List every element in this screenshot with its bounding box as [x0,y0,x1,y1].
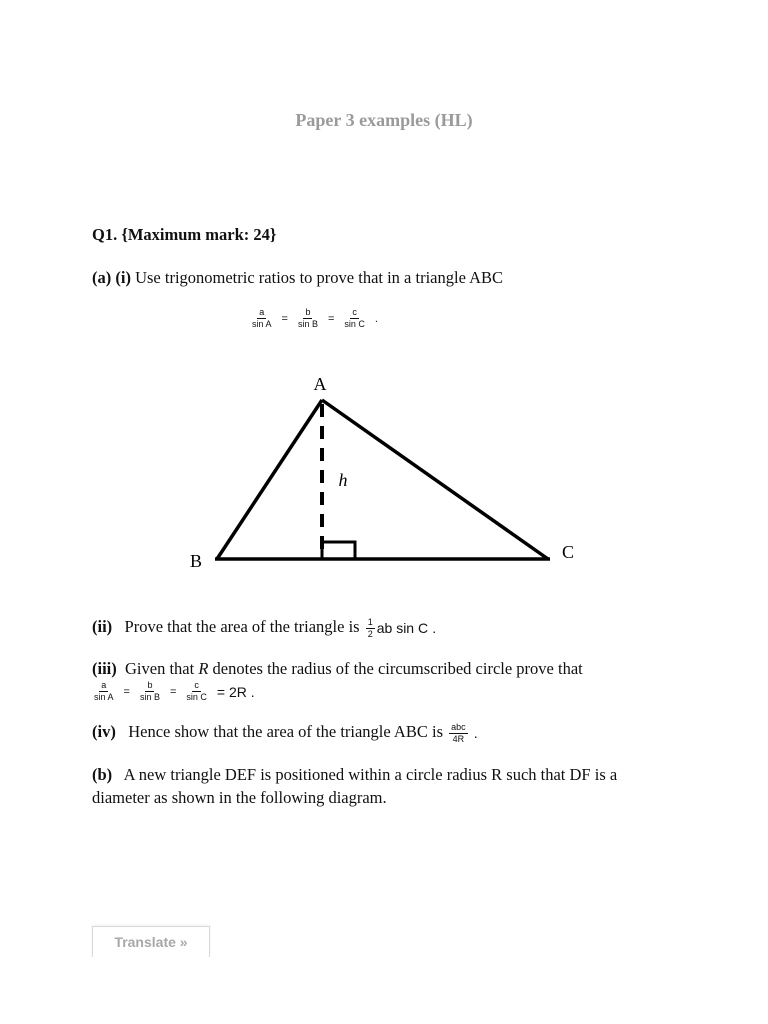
fraction-denominator: 4R [452,733,465,744]
part-a-iv-text: Hence show that the area of the triangle ABC is [128,722,443,741]
right-angle-marker [322,542,355,559]
fraction-numerator: a [101,680,107,690]
equals-sign: = [169,685,177,698]
fraction-denominator: 2 [367,628,373,639]
fraction-denominator: sin B [139,692,160,702]
vertex-label-a: A [313,374,327,394]
part-b-line-2: diameter as shown in the following diagram. [92,788,387,807]
page-title: Paper 3 examples (HL) [295,110,473,130]
period: . [374,312,378,325]
part-a-iii-text-pre: Given that [125,659,195,678]
fraction-numerator: b [305,307,311,317]
part-a-ii-text: Prove that the area of the triangle is [124,617,360,636]
part-a-ii [92,617,436,639]
part-a-i-label: (a) (i) [92,268,131,287]
part-b-label: (b) [92,765,113,784]
part-b-text-1: A new triangle DEF is positioned within a circle radius R such that DF is a [123,765,618,784]
side-ac [322,400,548,559]
part-a-ii-label: (ii) [92,617,113,636]
part-a-i [92,268,503,288]
fraction-denominator: sin C [186,692,207,702]
period: . [473,725,478,742]
fraction-denominator: sin B [297,319,318,329]
part-b-line-1 [92,765,617,785]
equals-sign: = [281,312,288,325]
triangle-diagram [0,360,768,580]
part-a-i-text: Use trigonometric ratios to prove that in a triangle ABC [135,268,504,287]
formula-tail: = 2R . [216,683,255,700]
fraction-numerator: c [352,307,357,317]
fraction-denominator: sin C [344,319,365,329]
part-a-iv [92,722,478,744]
vertex-label-b: B [189,551,203,571]
period: . [432,620,437,637]
fraction-denominator: sin A [252,319,272,329]
part-a-iii [92,659,583,679]
fraction-denominator: sin A [94,692,114,702]
fraction-numerator: b [147,680,153,690]
fraction-numerator: abc [451,721,466,732]
side-ab [217,400,322,559]
part-a-iii-text-post: denotes the radius of the circumscribed circle prove that [212,659,583,678]
fraction-numerator: c [194,680,199,690]
area-expression: ab sin C [376,620,429,637]
part-a-iii-label: (iii) [92,659,117,678]
circumradius-formula [92,681,255,702]
sine-rule-formula [250,308,382,329]
fraction-numerator: a [259,307,265,317]
height-label-h: h [338,470,348,490]
part-a-iv-label: (iv) [92,722,116,741]
radius-variable: R [198,659,209,678]
equals-sign: = [123,685,130,698]
equals-sign: = [327,312,335,325]
question-heading: Q1. {Maximum mark: 24} [92,225,277,244]
vertex-label-c: C [561,542,575,562]
translate-button[interactable]: Translate » [92,926,210,957]
fraction-numerator: 1 [367,616,373,627]
